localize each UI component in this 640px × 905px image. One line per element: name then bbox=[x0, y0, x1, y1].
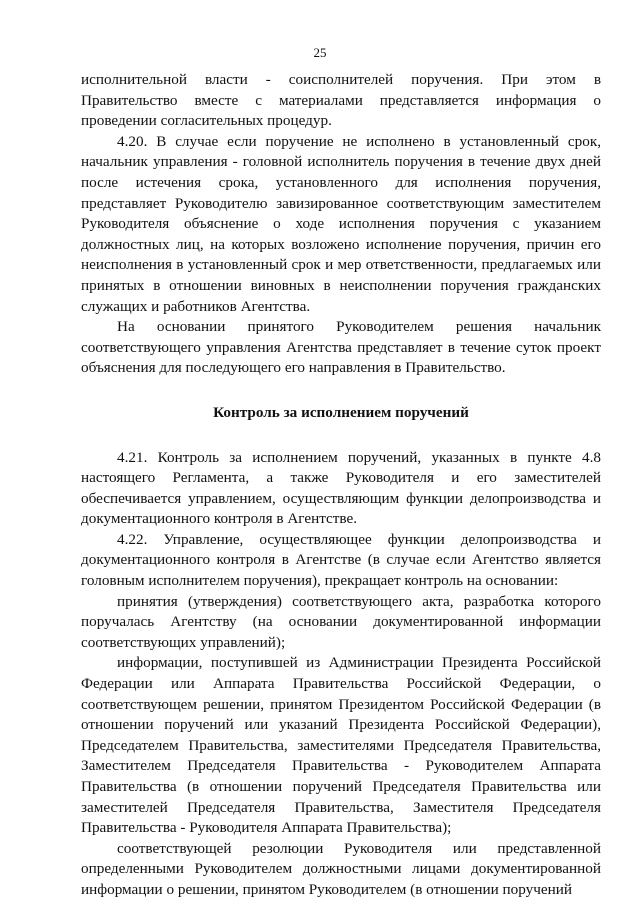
paragraph-4-22: 4.22. Управление, осуществляющее функции делопроизводства и документационного контроля в Агентстве (в случае если Агентство является головным исполнителем поручения), прекращает контроль на основании: bbox=[81, 530, 601, 590]
paragraph-4-21: 4.21. Контроль за исполнением поручений, указанных в пункте 4.8 настоящего Регламента, а также Руководителя и его заместителей обеспечивается управлением, осуществляющим функции делопроизводства и документационного контроля в Агентстве. bbox=[81, 448, 601, 528]
section-heading: Контроль за исполнением поручений bbox=[213, 403, 469, 421]
paragraph-information-received: информации, поступившей из Администрации Президента Российской Федерации или Аппарата Правительства Российской Федерации, о соответствующем решении, принятом Президентом Российской Федерации (в отношении поручений или указаний Президента Российской Федерации), Председателем Правительства, заместителями Председателя Правительства, Заместителем Председателя Правительства - Руководителем Аппарата Правительства (в отношении поручений Председателя Правительства или заместителей Председателя Правительства, Заместителя Председателя Правительства - Руководителя Аппарата Правительства); bbox=[81, 654, 601, 837]
paragraph-continuation: исполнительной власти - соисполнителей поручения. При этом в Правительство вместе с материалами представляется информация о проведении согласительных процедур. bbox=[81, 71, 601, 130]
page-number: 25 bbox=[313, 45, 327, 60]
paragraph-resolution: соответствующей резолюции Руководителя или представленной определенными Руководителем должностными лицами документированной информации о решении, принятом Руководителем (в отношении поручений bbox=[81, 839, 601, 898]
paragraph-4-20: 4.20. В случае если поручение не исполнено в установленный срок, начальник управления - головной исполнитель поручения в течение двух дней после истечения срока, установленного для исполнения поручения, представляет Руководителю завизированное соответствующим заместителем Руководителя объяснение о ходе исполнения поручения с указанием должностных лиц, на которых возложено исполнение поручения, причин его неисполнения в установленный срок и мер ответственности, предлагаемых или принятых в отношении виновных в неисполнении поручения гражданских служащих и работников Агентства. bbox=[81, 132, 601, 315]
paragraph-decision: На основании принятого Руководителем решения начальник соответствующего управления Агентства представляет в течение суток проект объяснения для последующего его направления в Правительство. bbox=[81, 318, 601, 377]
paragraph-act-adoption: принятия (утверждения) соответствующего акта, разработка которого поручалась Агентству (на основании документированной информации соответствующих управлений); bbox=[81, 592, 601, 651]
document-body bbox=[81, 70, 601, 901]
